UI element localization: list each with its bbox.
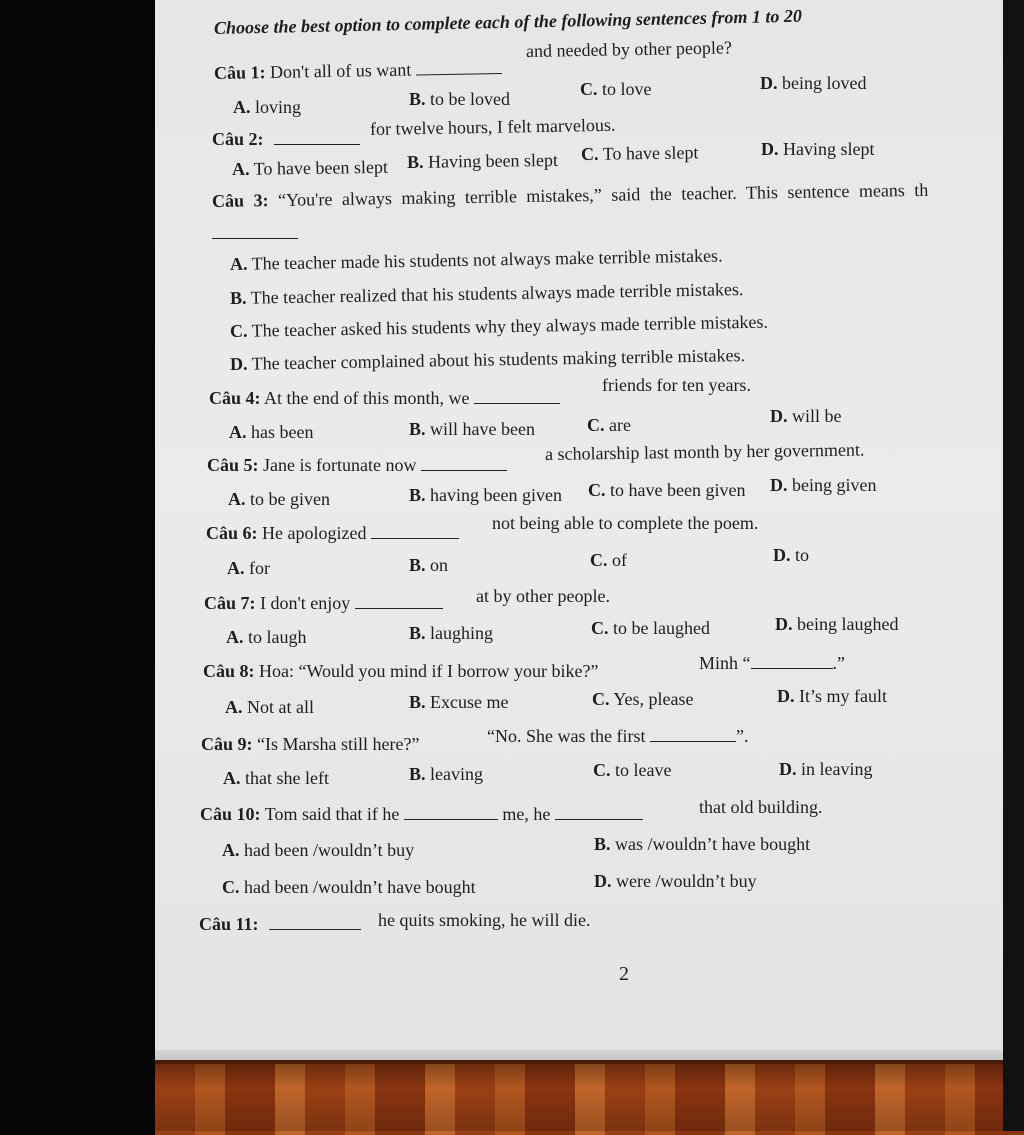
question-6: Câu 6: He apologized xyxy=(206,522,459,544)
question-9: Câu 9: “Is Marsha still here?” xyxy=(201,734,420,754)
question-6-continued: not being able to complete the poem. xyxy=(492,513,759,533)
question-1: Câu 1: Don't all of us want xyxy=(214,57,502,84)
q7-option-c[interactable]: C. to be laughed xyxy=(591,618,710,638)
question-8: Câu 8: Hoa: “Would you mind if I borrow your bike?” xyxy=(203,661,599,681)
q7-option-a[interactable]: A. to laugh xyxy=(226,627,307,647)
question-10-continued: that old building. xyxy=(699,797,823,817)
question-4-continued: friends for ten years. xyxy=(602,375,751,395)
q6-option-c[interactable]: C. of xyxy=(590,550,627,570)
q6-option-a[interactable]: A. for xyxy=(227,558,270,578)
q1-option-a[interactable]: A. loving xyxy=(233,97,302,117)
q8-option-b[interactable]: B. Excuse me xyxy=(409,692,509,712)
answer-blank[interactable] xyxy=(555,803,643,820)
answer-blank[interactable] xyxy=(416,57,502,75)
question-7: Câu 7: I don't enjoy xyxy=(204,592,443,614)
dark-background xyxy=(1003,0,1024,1131)
q2-option-b[interactable]: B. Having been slept xyxy=(406,149,559,172)
question-4: Câu 4: At the end of this month, we xyxy=(209,387,560,409)
question-10: Câu 10: Tom said that if he me, he xyxy=(200,803,643,825)
q4-option-a[interactable]: A. has been xyxy=(229,422,314,442)
answer-blank[interactable] xyxy=(355,592,443,609)
q8-option-c[interactable]: C. Yes, please xyxy=(592,689,694,709)
q3-option-c[interactable]: C. The teacher asked his students why they always made terrible mistakes. xyxy=(229,311,769,341)
q4-option-b[interactable]: B. will have been xyxy=(409,419,535,439)
question-2: Câu 2: xyxy=(212,128,360,150)
q7-option-b[interactable]: B. laughing xyxy=(409,623,494,643)
q8-option-d[interactable]: D. It’s my fault xyxy=(777,686,887,706)
question-3: Câu 3: “You're always making terrible mistakes,” said the teacher. This sentence means th xyxy=(211,179,929,211)
q8-option-a[interactable]: A. Not at all xyxy=(225,697,314,717)
q2-option-d[interactable]: D. Having slept xyxy=(761,139,875,159)
q10-option-d[interactable]: D. were /wouldn’t buy xyxy=(594,871,757,891)
question-7-continued: at by other people. xyxy=(476,586,610,606)
q5-option-d[interactable]: D. being given xyxy=(770,475,877,495)
question-11-continued: he quits smoking, he will die. xyxy=(378,910,591,930)
q10-option-a[interactable]: A. had been /wouldn’t buy xyxy=(222,840,415,860)
question-8-reply: Minh “ .” xyxy=(699,653,845,673)
answer-blank[interactable] xyxy=(269,913,361,930)
page-number: 2 xyxy=(619,963,629,985)
q10-option-c[interactable]: C. had been /wouldn’t have bought xyxy=(222,877,476,897)
question-9-reply: “No. She was the first ”. xyxy=(487,726,749,746)
q7-option-d[interactable]: D. being laughed xyxy=(775,614,899,634)
answer-blank[interactable] xyxy=(212,222,298,239)
q9-option-c[interactable]: C. to leave xyxy=(593,760,672,780)
q9-option-d[interactable]: D. in leaving xyxy=(779,759,873,779)
q4-option-d[interactable]: D. will be xyxy=(770,406,842,426)
q6-option-d[interactable]: D. to xyxy=(773,545,810,565)
answer-blank[interactable] xyxy=(404,803,498,820)
q3-option-a[interactable]: A. The teacher made his students not always make terrible mistakes. xyxy=(229,245,723,274)
answer-blank[interactable] xyxy=(371,522,459,539)
q4-option-c[interactable]: C. are xyxy=(587,415,631,435)
q2-option-a[interactable]: A. To have been slept xyxy=(231,156,389,179)
q3-option-d[interactable]: D. The teacher complained about his students making terrible mistakes. xyxy=(229,345,746,374)
answer-blank[interactable] xyxy=(274,128,360,145)
question-2-continued: for twelve hours, I felt marvelous. xyxy=(369,114,616,139)
answer-blank[interactable] xyxy=(650,725,736,742)
q1-option-d[interactable]: D. being loved xyxy=(760,73,867,93)
q5-option-a[interactable]: A. to be given xyxy=(228,489,330,509)
q5-option-c[interactable]: C. to have been given xyxy=(588,480,746,500)
q3-option-b[interactable]: B. The teacher realized that his students always made terrible mistakes. xyxy=(229,279,744,308)
q6-option-b[interactable]: B. on xyxy=(409,555,449,575)
q9-option-a[interactable]: A. that she left xyxy=(223,768,329,788)
answer-blank[interactable] xyxy=(421,454,507,471)
question-1-continued: and needed by other people? xyxy=(525,37,733,61)
q1-option-b[interactable]: B. to be loved xyxy=(409,89,510,109)
q2-option-c[interactable]: C. To have slept xyxy=(580,142,699,164)
q1-option-c[interactable]: C. to love xyxy=(580,79,652,99)
answer-blank[interactable] xyxy=(474,387,560,404)
answer-blank[interactable] xyxy=(751,652,833,669)
q5-option-b[interactable]: B. having been given xyxy=(409,485,562,505)
question-11: Câu 11: xyxy=(199,913,361,935)
question-5-continued: a scholarship last month by her government. xyxy=(544,439,865,464)
q10-option-b[interactable]: B. was /wouldn’t have bought xyxy=(594,834,811,854)
q9-option-b[interactable]: B. leaving xyxy=(409,764,483,784)
question-5: Câu 5: Jane is fortunate now xyxy=(207,454,507,476)
instructions-title: Choose the best option to complete each of the following sentences from 1 to 20 xyxy=(213,5,803,38)
